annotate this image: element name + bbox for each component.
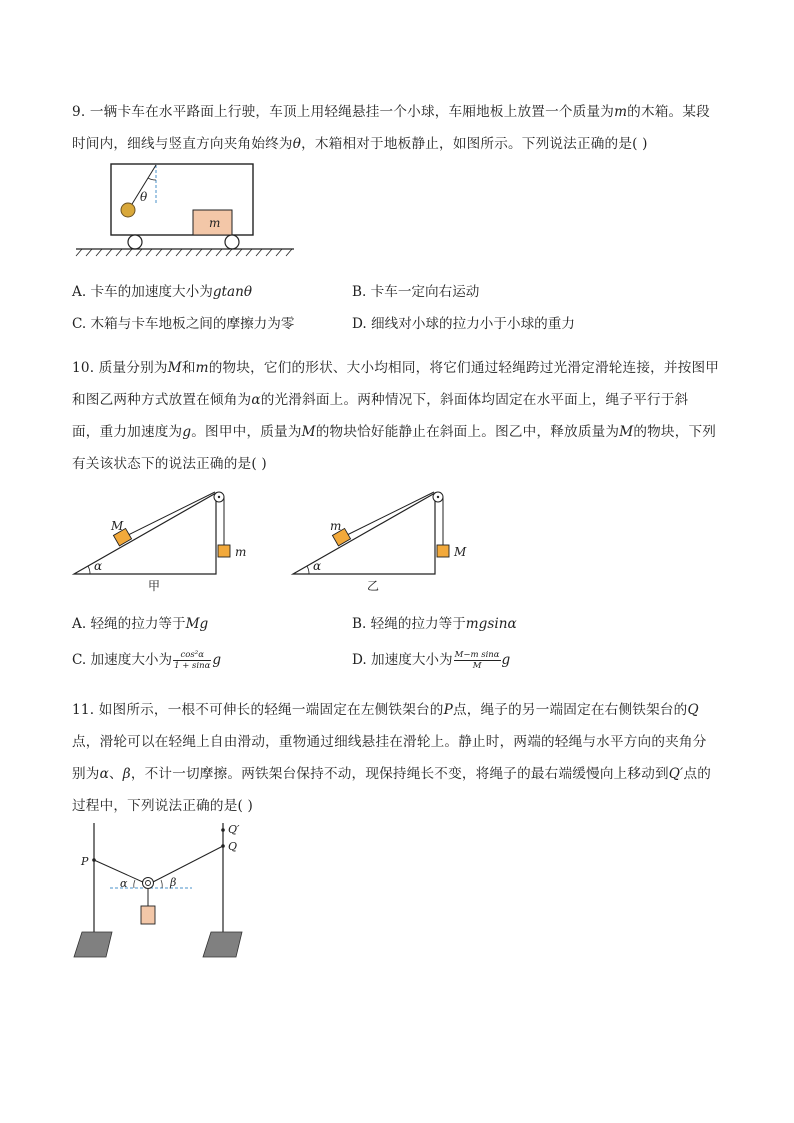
hanging-weight: [141, 906, 155, 924]
question-11-text: [72, 694, 732, 822]
hanging-ball: [121, 203, 135, 217]
question-10-line-2: 和图乙两种方式放置在倾角为α的光滑斜面上。两种情况下，斜面体均固定在水平面上，绳子平行于斜: [72, 392, 689, 408]
question-10-line-3: 面，重力加速度为g。图甲中，质量为M的物块恰好能静止在斜面上。图乙中，释放质量为M的物块，下列: [72, 424, 717, 440]
question-10-line-1: 10. 质量分别为M和m的物块，它们的形状、大小均相同，将它们通过轻绳跨过光滑定滑轮连接，并按图甲: [72, 360, 720, 376]
fraction-d: $\frac{\text{M−m sinα}}{M}$: [454, 650, 500, 671]
angle-label-jia: α: [94, 559, 103, 573]
caption-jia: 甲: [148, 579, 161, 593]
beta-label: β: [170, 876, 177, 889]
q9-option-d[interactable]: D. 细线对小球的拉力小于小球的重力: [352, 316, 575, 332]
fraction-c: $\frac{\text{cos²α}}{1 + \sin\alpha}$: [174, 650, 211, 671]
q10-option-d[interactable]: D. 加速度大小为 $\frac{\text{M−m sinα}}{M}$ g: [352, 650, 511, 671]
point-Qprime-label: Q′: [228, 823, 240, 836]
caption-yi: 乙: [367, 579, 380, 593]
block-label-jia: M: [111, 519, 124, 533]
right-wheel: [225, 235, 239, 249]
block-label-yi: m: [330, 519, 342, 533]
q10-option-c[interactable]: C. 加速度大小为 $\frac{\text{cos²α}}{1 + \sin\alpha}$ g: [72, 650, 222, 671]
question-9-line-2: 时间内，细线与竖直方向夹角始终为θ，木箱相对于地板静止，如图所示。下列说法正确的是( ): [72, 136, 648, 152]
point-Q-label: Q: [228, 840, 238, 853]
q10-option-b[interactable]: B. 轻绳的拉力等于mgsinα: [352, 616, 517, 632]
incline-figure-jia: [70, 488, 260, 598]
truck-figure: [72, 160, 302, 260]
question-11-line-1: 11. 如图所示，一根不可伸长的轻绳一端固定在左侧铁架台的P点，绳子的另一端固定在右侧铁架台的Q: [72, 702, 699, 718]
angle-label-yi: α: [313, 559, 322, 573]
question-11-line-3: 别为α、β，不计一切摩擦。两铁架台保持不动，现保持绳长不变，将绳子的最右端缓慢向上移动到Q′点的: [72, 766, 712, 782]
hanging-label-jia: m: [235, 545, 247, 559]
question-10-line-4: 有关该状态下的说法正确的是( ): [72, 456, 267, 472]
question-11-line-2: 点，滑轮可以在轻绳上自由滑动，重物通过细线悬挂在滑轮上。静止时，两端的轻绳与水平方向的夹角分: [72, 734, 707, 750]
question-9-line-1: 9. 一辆卡车在水平路面上行驶，车顶上用轻绳悬挂一个小球，车厢地板上放置一个质量为m的木箱。某段: [72, 104, 710, 120]
question-10-text: [72, 352, 732, 480]
iron-stand-figure: [70, 820, 270, 965]
q9-option-a[interactable]: A. 卡车的加速度大小为gtanθ: [72, 284, 253, 300]
hanging-label-yi: M: [454, 545, 467, 559]
q9-option-b[interactable]: B. 卡车一定向右运动: [352, 284, 480, 300]
question-11-line-4: 过程中，下列说法正确的是( ): [72, 798, 254, 814]
incline-figure-yi: [289, 488, 479, 598]
box-mass-label: m: [209, 216, 221, 230]
q10-option-a[interactable]: A. 轻绳的拉力等于Mg: [72, 616, 209, 632]
left-wheel: [128, 235, 142, 249]
theta-label: θ: [140, 190, 148, 204]
right-stand-base: [203, 932, 242, 957]
q9-option-c[interactable]: C. 木箱与卡车地板之间的摩擦力为零: [72, 316, 295, 332]
hanging-block-yi: [437, 545, 449, 557]
alpha-label: α: [120, 877, 128, 890]
question-9-text: [72, 96, 732, 160]
left-stand-base: [74, 932, 112, 957]
point-P-label: P: [81, 855, 89, 868]
hanging-block-jia: [218, 545, 230, 557]
